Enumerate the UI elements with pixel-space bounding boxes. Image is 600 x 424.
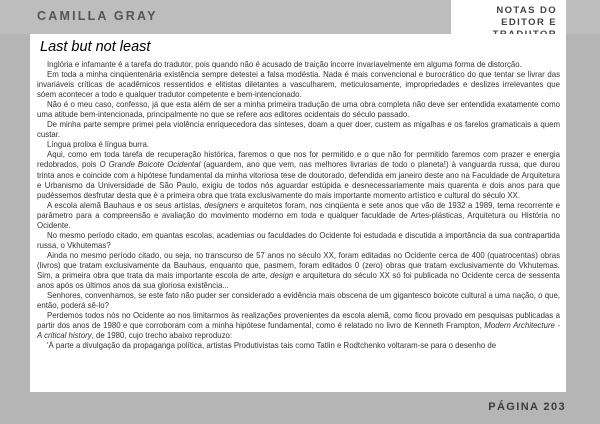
text-run: Ainda no mesmo período citado, ou seja, no transcurso de 57 anos no século XX, foram editadas no Ocidente cerca de 400 (quatrocentas) obras (livros) que tratam exclusivamente da Bauhaus, enquanto que, pasmem, foram editados 0 (zero) obras que tratam exclusivamente do Vkhutemas. Sim, a primeira obra que trata da mais importante escola de arte,: [37, 250, 560, 280]
paragraph: [37, 231, 560, 251]
section-label-box: [451, 0, 566, 34]
paragraph: [37, 311, 560, 341]
paragraph: [37, 120, 560, 140]
text-run: Aqui, como em toda tarefa de recuperação histórica, faremos o que nos for permitido e o que não for permitido faremos com prazer e energia redobrados, pois: [37, 150, 560, 170]
paragraph: [37, 201, 560, 231]
author-name: CAMILLA GRAY: [37, 9, 158, 23]
page-number: PÁGINA 203: [488, 401, 566, 413]
text-run: De minha parte sempre primei pela violência enriquecedora das sínteses, doam a quer doer, custem as migalhas e os farelos gramaticais a quem custar.: [37, 120, 560, 140]
italic-text: design: [270, 270, 294, 280]
paragraph: [37, 150, 560, 200]
text-run: (aguardem, ano que vem, nas melhores livrarias de todo o planeta!) à vanguarda russa, que durou trinta anos e coincide com a hipótese fundamental da minha vitoriosa tese de doutorado, defendida em janeiro deste ano na Faculdade de Arquitetura e Urbanismo da Universidade de São Paulo, exigiu de todos nós aguardar estúpida e desnecessariamente mais quarenta e dois anos para que pudéssemos desfrutar desta que é a primeira obra que trata exclusivamente do mais importante momento artístico e cultural do século XX.: [37, 160, 561, 200]
header-bar: [0, 0, 600, 34]
article-title: Last but not least: [40, 39, 151, 55]
paragraph: [37, 60, 560, 70]
text-run: Não é o meu caso, confesso, já que esta além de ser a minha primeira tradução de uma obra completa não deve ser entendida exatamente como uma atitude bem-intencionada, principalmente no que se refere aos editores ocidentais do século passado.: [37, 100, 560, 120]
paragraph: [37, 291, 560, 311]
paragraph: [37, 70, 560, 100]
page-body: [30, 34, 566, 392]
text-run: e arquitetos foram, nos cinqüenta e sete anos que vão de 1932 a 1989, tema recorrente e parâmetro para a compreensão e avaliação do movimento moderno em toda e qualquer faculdade de Artes-plásticas, Arquitetura ou História no Ocidente.: [37, 200, 560, 230]
italic-text: designers: [204, 200, 239, 210]
text-run: No mesmo período citado, em quantas escolas, academias ou faculdades do Ocidente foi estudada e discutida a importância da sua contrapartida russa, o Vkhutemas?: [37, 230, 560, 250]
section-label-line-2: EDITOR E: [501, 17, 557, 28]
text-run: e arquitetura do século XX só foi publicada no Ocidente cerca de sessenta anos após os últimos anos da sua gloriosa existência...: [37, 270, 560, 291]
italic-text: Modern Architecture - A critical history: [37, 321, 560, 341]
text-run: 'À parte a divulgação da propaganga política, artistas Produtivistas tais como Tatlin e Rodtchenko voltaram-se para o desenho de: [47, 341, 497, 351]
section-label-line-1: NOTAS DO: [496, 5, 557, 16]
text-run: Língua prolixa é língua burra.: [47, 140, 150, 150]
text-run: Em toda a minha cinqüentenária existência sempre detestei a falsa modéstia. Nada é mais convencional e burocrático do que tentar se livrar das invariáveis críticas de acadêmicos ressentidos e elitistas diletantes a vasculharem, meticulosamente, impropriedades e deslizes irrelevantes que sóem acontecer a todo e qualquer tradutor competente e bem-intencionado.: [37, 70, 560, 100]
paragraph: [37, 251, 560, 291]
text-run: , de 1980, cujo trecho abaixo reproduzo:: [91, 331, 233, 341]
paragraph: [37, 100, 560, 120]
text-run: Inglória e infamante é a tarefa do tradutor, pois quando não é acusado de traição incorre invariavelmente em alguma forma de distorção.: [47, 60, 522, 69]
text-run: A escola alemã Bauhaus e os seus artistas,: [47, 200, 205, 210]
paragraph: [37, 140, 560, 150]
text-run: Perdemos todos nós no Ocidente ao nos limitarmos às realizações provenientes da escola alemã, como ficou provado em pesquisas publicadas a partir dos anos de 1980 e que corroboram com a minha hipótese fundamental, como é relatado no livro de Kenneth Frampton,: [37, 311, 560, 331]
italic-text: O Grande Boicote Ocidental: [99, 160, 201, 170]
article-text: [37, 60, 560, 351]
text-run: Senhores, convenhamos, se este fato não puder ser considerado a evidência mais obscena de um gigantesco boicote cultural a uma nação, o que, então, poderá sê-lo?: [37, 291, 560, 311]
paragraph: [37, 341, 560, 351]
